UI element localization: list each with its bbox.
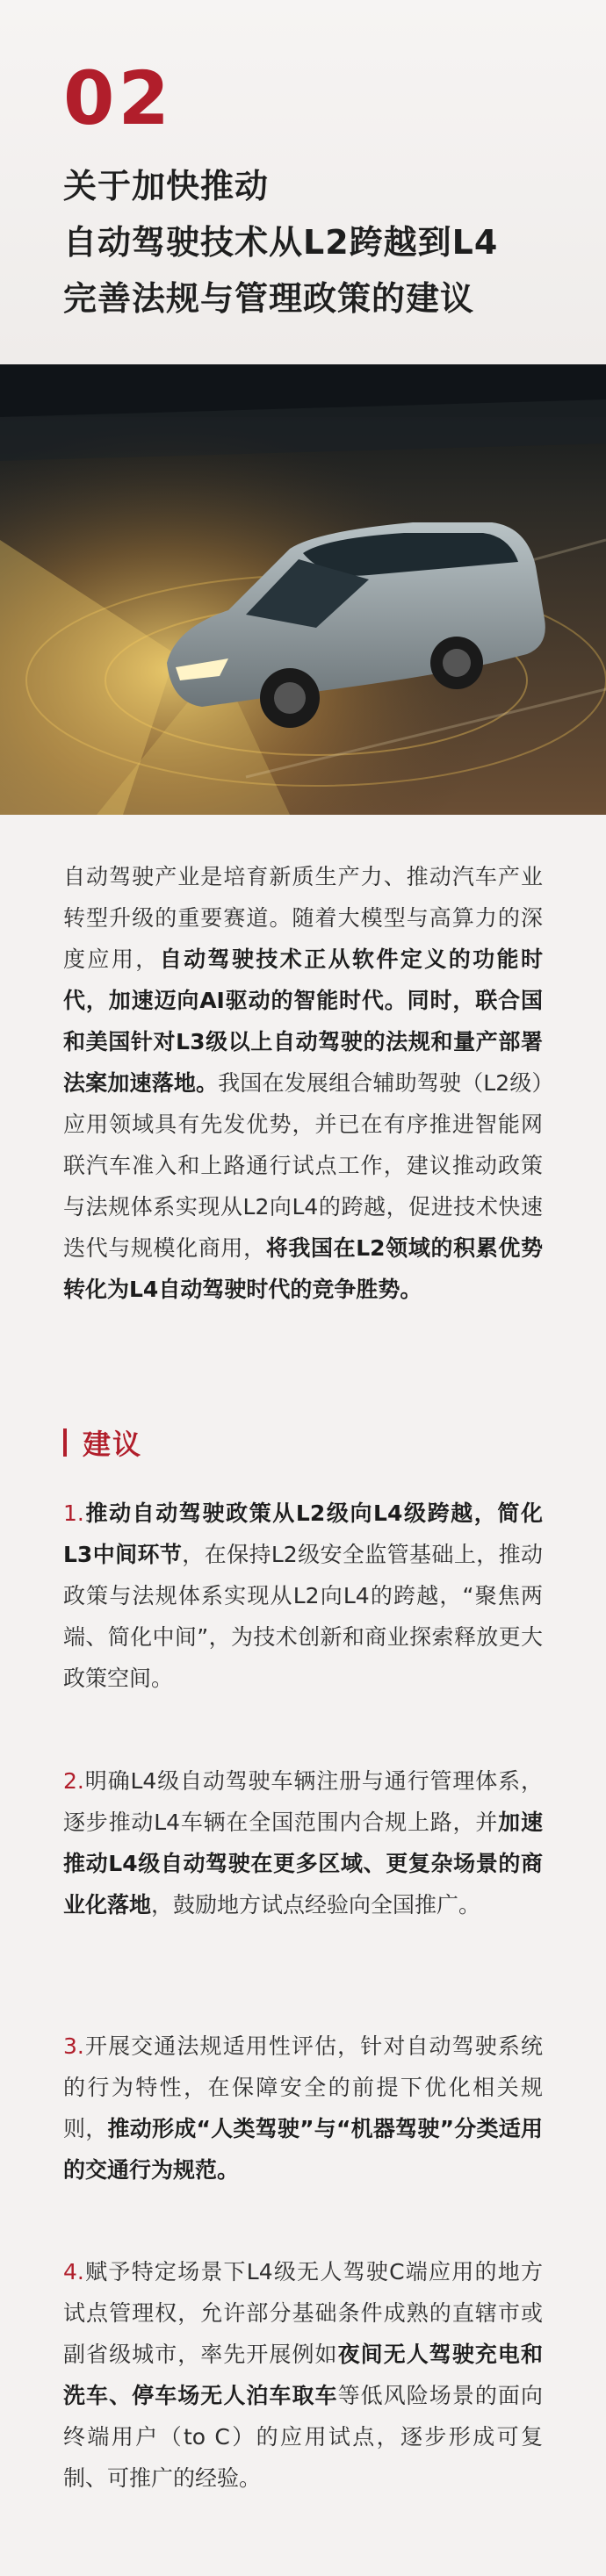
accent-bar [63, 1428, 67, 1457]
suggestion-item [63, 2026, 543, 2191]
section-heading [63, 1422, 142, 1463]
bold-text: 夜间无人驾驶充电和洗车、停车场无人泊车取车 [63, 2342, 543, 2408]
text-run: 赋予特定场景下L4级无人驾驶C端应用的地方试点管理权，允许部分基础条件成熟的直辖市或副省级城市，率先开展例如 [63, 2259, 543, 2367]
section-title: 建议 [83, 1428, 143, 1461]
suggestion-number: 2. [63, 1768, 84, 1794]
page-title [63, 158, 573, 327]
bold-text: 加速推动L4级自动驾驶在更多区域、更复杂场景的商业化落地 [63, 1810, 543, 1918]
text-run: 明确L4级自动驾驶车辆注册与通行管理体系，逐步推动L4车辆在全国范围内合规上路，并 [63, 1768, 543, 1835]
text-run: ，在保持L2级安全监管基础上，推动政策与法规体系实现从L2向L4的跨越，“聚焦两端、简化中间”，为技术创新和商业探索释放更大政策空间。 [63, 1542, 544, 1691]
intro-paragraph [63, 856, 543, 1310]
text-run: 开展交通法规适用性评估，针对自动驾驶系统的行为特性，在保障安全的前提下优化相关规则， [63, 2033, 543, 2141]
hero-car-image [0, 364, 606, 815]
header-area [0, 0, 606, 364]
title-line: 完善法规与管理政策的建议 [63, 279, 475, 318]
suggestion-text [63, 2251, 543, 2499]
text-run: 等低风险场景的面向终端用户（to C）的应用试点，逐步形成可复制、可推广的经验。 [63, 2383, 543, 2491]
suggestion-item [63, 1493, 543, 1699]
suggestion-item [63, 2251, 543, 2499]
text-run: 我国在发展组合辅助驾驶（L2级）应用领域具有先发优势，并已在有序推进智能网联汽车准入和上路通行试点工作，建议推动政策与法规体系实现从L2向L4的跨越，促进技术快速迭代与规模化商用， [63, 1070, 543, 1261]
suggestion-number: 1. [63, 1500, 84, 1526]
bold-text: 将我国在L2领域的积累优势转化为L4自动驾驶时代的竞争胜势。 [63, 1235, 543, 1302]
text-run: 自动驾驶产业是培育新质生产力、推动汽车产业转型升级的重要赛道。随着大模型与高算力的深度应用， [63, 864, 543, 972]
intro-paragraph-area [63, 856, 543, 1310]
suggestion-text [63, 2026, 543, 2191]
title-line: 关于加快推动 [63, 167, 270, 205]
suggestion-number: 3. [63, 2033, 84, 2059]
bold-text: 自动驾驶技术正从软件定义的功能时代，加速迈向AI驱动的智能时代。同时，联合国和美国针对L3级以上自动驾驶的法规和量产部署法案加速落地。 [63, 946, 543, 1096]
bold-text: 推动形成“人类驾驶”与“机器驾驶”分类适用的交通行为规范。 [63, 2116, 543, 2183]
suggestion-text [63, 1760, 543, 1925]
section-number: 02 [63, 55, 173, 141]
car-illustration [0, 364, 606, 815]
suggestion-item [63, 1760, 543, 1925]
title-line: 自动驾驶技术从L2跨越到L4 [63, 223, 499, 262]
text-run: ，鼓励地方试点经验向全国推广。 [151, 1892, 481, 1918]
suggestion-text [63, 1493, 543, 1699]
suggestion-number: 4. [63, 2259, 84, 2285]
bold-text: 推动自动驾驶政策从L2级向L4级跨越，简化L3中间环节 [63, 1500, 543, 1567]
